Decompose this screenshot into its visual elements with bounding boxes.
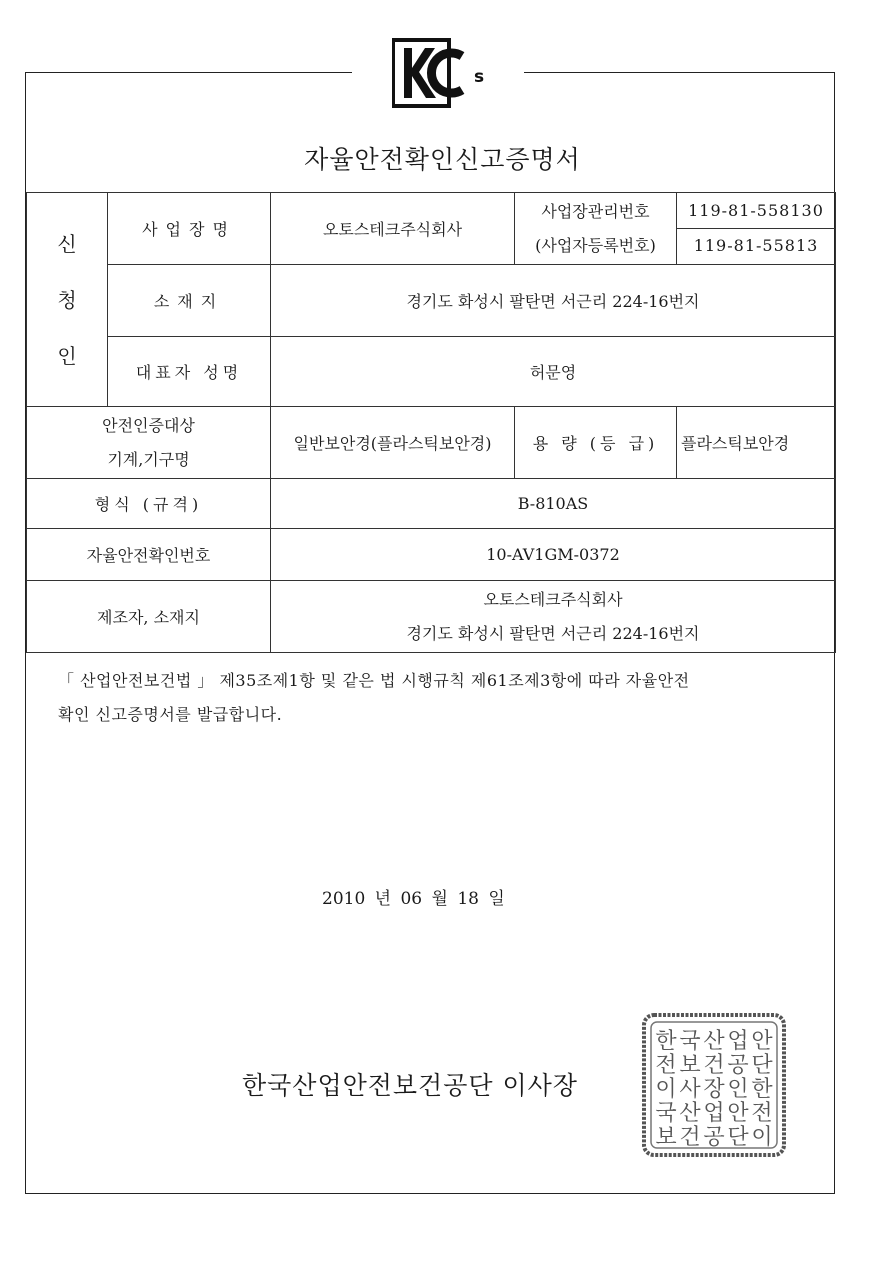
- applicant-label: [27, 193, 108, 407]
- location-value: 경기도 화성시 팔탄면 서근리 224-16번지: [271, 265, 836, 337]
- applicant-char: 청: [57, 287, 77, 312]
- capacity-value: 플라스틱보안경: [677, 407, 836, 479]
- seal-glyph: 보: [679, 1053, 701, 1078]
- business-name-label: 사업장명: [108, 193, 271, 265]
- seal-glyph: 건: [679, 1125, 701, 1150]
- seal-glyph: 전: [751, 1101, 773, 1126]
- seal-glyph: 국: [655, 1101, 677, 1126]
- statement-line: 확인 신고증명서를 발급합니다.: [58, 705, 283, 724]
- seal-glyph: 산: [679, 1101, 701, 1126]
- mgmt-number-values: [677, 193, 836, 265]
- seal-glyph: 전: [655, 1053, 677, 1078]
- target-value: 일반보안경(플라스틱보안경): [271, 407, 515, 479]
- manufacturer-name: 오토스테크주식회사: [483, 589, 623, 609]
- representative-value: 허문영: [271, 337, 836, 407]
- official-seal: [641, 1012, 787, 1158]
- model-label: 형식 (규격): [27, 479, 271, 529]
- business-name-value: 오토스테크주식회사: [271, 193, 515, 265]
- manufacturer-value: [271, 581, 836, 653]
- seal-glyph: 이: [655, 1077, 677, 1102]
- registration-number-value: 119-81-55813: [677, 228, 835, 263]
- mgmt-number-label-line1: 사업장관리번호: [541, 201, 650, 221]
- seal-glyph: 보: [655, 1125, 677, 1150]
- seal-glyph: 국: [679, 1029, 701, 1054]
- target-label: [27, 407, 271, 479]
- seal-glyph: 공: [727, 1053, 749, 1078]
- seal-glyph: 업: [703, 1101, 725, 1126]
- seal-glyph: 사: [679, 1077, 701, 1102]
- model-value: B-810AS: [271, 479, 836, 529]
- target-label-line1: 안전인증대상: [102, 415, 195, 435]
- representative-label: 대표자 성명: [108, 337, 271, 407]
- seal-glyph: 업: [727, 1029, 749, 1054]
- seal-glyph: 안: [727, 1101, 749, 1126]
- mgmt-number-label: [515, 193, 677, 265]
- kcs-logo: [392, 38, 488, 110]
- statement: [58, 664, 828, 732]
- seal-glyph: 이: [751, 1125, 773, 1150]
- seal-glyph: 단: [727, 1125, 749, 1150]
- seal-glyph: 장: [703, 1077, 725, 1102]
- manufacturer-location: 경기도 화성시 팔탄면 서근리 224-16번지: [406, 623, 700, 643]
- seal-glyph: 한: [751, 1077, 773, 1102]
- manufacturer-label: 제조자, 소재지: [27, 581, 271, 653]
- issue-date: 2010 년 06 월 18 일: [322, 889, 505, 909]
- confirmation-label: 자율안전확인번호: [27, 529, 271, 581]
- seal-glyph: 공: [703, 1125, 725, 1150]
- mgmt-number-value: 119-81-558130: [688, 201, 824, 220]
- seal-glyph: 단: [751, 1053, 773, 1078]
- applicant-char: 신: [57, 231, 77, 256]
- issuer-name: 한국산업안전보건공단 이사장: [242, 1071, 578, 1100]
- seal-glyph: 건: [703, 1053, 725, 1078]
- capacity-label: 용 량 (등 급): [515, 407, 677, 479]
- location-label: 소재지: [108, 265, 271, 337]
- seal-glyph: 인: [727, 1077, 749, 1102]
- target-label-line2: 기계,기구명: [107, 449, 190, 469]
- statement-line: 「 산업안전보건법 」 제35조제1항 및 같은 법 시행규칙 제61조제3항에 따라 자율안전: [58, 671, 690, 690]
- applicant-char: 인: [57, 343, 77, 368]
- mgmt-number-label-line2: (사업자등록번호): [535, 235, 656, 255]
- certificate-table: [26, 192, 836, 653]
- seal-glyph: 안: [751, 1029, 773, 1054]
- seal-glyph: 산: [703, 1029, 725, 1054]
- confirmation-value: 10-AV1GM-0372: [271, 529, 836, 581]
- svg-text:s: s: [474, 67, 485, 87]
- seal-glyph: 한: [655, 1029, 677, 1054]
- document-title: 자율안전확인신고증명서: [304, 145, 581, 174]
